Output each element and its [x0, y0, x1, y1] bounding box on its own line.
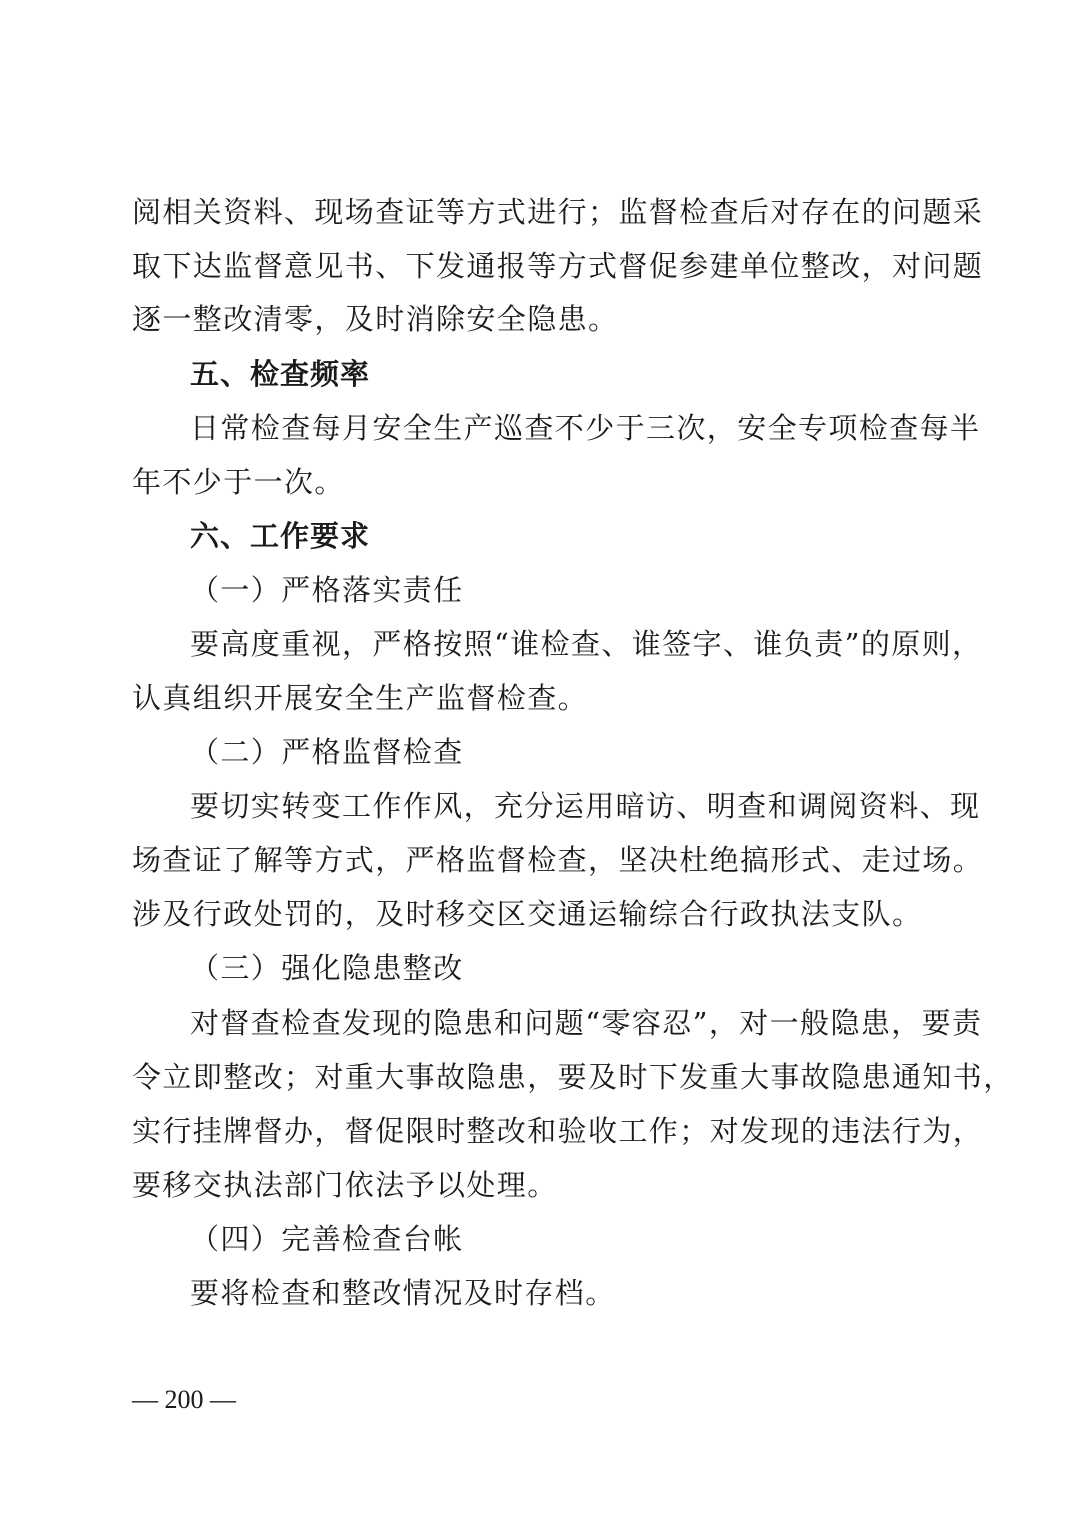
body-line: 阅相关资料、现场查证等方式进行；监督检查后对存在的问题采 — [132, 195, 984, 229]
body-line: 场查证了解等方式，严格监督检查，坚决杜绝搞形式、走过场。 — [132, 843, 984, 877]
body-line: 要移交执法部门依法予以处理。 — [132, 1168, 558, 1202]
body-line: 实行挂牌督办，督促限时整改和验收工作；对发现的违法行为， — [132, 1114, 984, 1148]
body-line: 年不少于一次。 — [132, 465, 345, 499]
page-number: — 200 — — [132, 1385, 236, 1414]
body-line: 要将检查和整改情况及时存档。 — [190, 1276, 616, 1310]
subsection-heading-2: （二）严格监督检查 — [190, 735, 464, 769]
subsection-heading-1: （一）严格落实责任 — [190, 573, 464, 607]
section-heading-6: 六、工作要求 — [190, 519, 371, 553]
subsection-heading-3: （三）强化隐患整改 — [190, 951, 464, 985]
section-heading-5: 五、检查频率 — [190, 357, 371, 391]
body-line: 令立即整改；对重大事故隐患，要及时下发重大事故隐患通知书， — [132, 1060, 1014, 1094]
body-line: 要切实转变工作作风，充分运用暗访、明查和调阅资料、现 — [190, 789, 981, 823]
body-line: 取下达监督意见书、下发通报等方式督促参建单位整改，对问题 — [132, 249, 984, 283]
subsection-heading-4: （四）完善检查台帐 — [190, 1222, 464, 1256]
body-line: 日常检查每月安全生产巡查不少于三次，安全专项检查每半 — [190, 411, 981, 445]
body-line: 涉及行政处罚的，及时移交区交通运输综合行政执法支队。 — [132, 897, 923, 931]
body-line: 逐一整改清零，及时消除安全隐患。 — [132, 302, 619, 336]
body-line: 要高度重视，严格按照“谁检查、谁签字、谁负责”的原则， — [190, 627, 983, 661]
body-line: 认真组织开展安全生产监督检查。 — [132, 681, 589, 715]
body-line: 对督查检查发现的隐患和问题“零容忍”，对一般隐患，要责 — [190, 1006, 983, 1040]
